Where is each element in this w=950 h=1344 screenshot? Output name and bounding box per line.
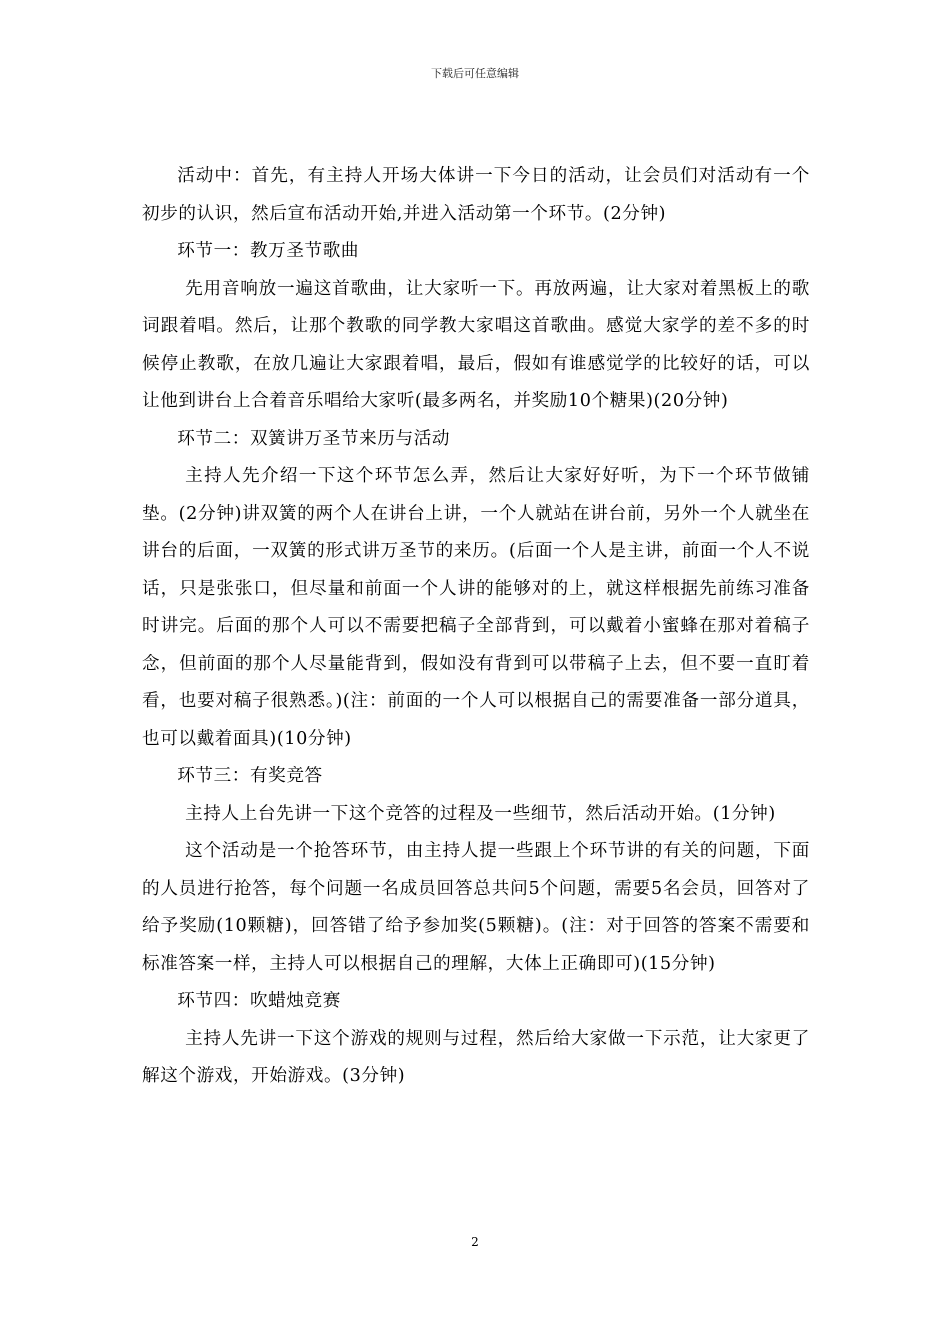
paragraph-section-3a: 主持人上台先讲一下这个竞答的过程及一些细节，然后活动开始。(1分钟): [185, 803, 776, 824]
paragraph-section-1: 先用音响放一遍这首歌曲，让大家听一下。再放两遍，让大家对着黑板上的歌词跟着唱。然后，让那个教歌的同学教大家唱这首歌曲。感觉大家学的差不多的时候停止教歌，在放几遍让大家跟着唱，最后，假如有谁感觉学的比较好的话，可以让他到讲台上合着音乐唱给大家听(最多两名，并奖励10个糖果)(20分钟): [142, 278, 810, 411]
section-heading-3: 环节三：有奖竞答: [177, 766, 323, 786]
page-number: 2: [471, 1235, 479, 1249]
section-heading-4: 环节四：吹蜡烛竞赛: [177, 991, 341, 1011]
document-body: [142, 158, 810, 1096]
page-header: 下载后可任意编辑: [431, 67, 519, 80]
paragraph-section-2: 主持人先介绍一下这个环节怎么弄，然后让大家好好听，为下一个环节做铺垫。(2分钟)讲双簧的两个人在讲台上讲，一个人就站在讲台前，另外一个人就坐在讲台的后面，一双簧的形式讲万圣节的来历。(后面一个人是主讲，前面一个人不说话，只是张张口，但尽量和前面一个人讲的能够对的上，就这样根据先前练习准备时讲完。后面的那个人可以不需要把稿子全部背到，可以戴着小蜜蜂在那对着稿子念，但前面的那个人尽量能背到，假如没有背到可以带稿子上去，但不要一直盯着看，也要对稿子很熟悉。)(注：前面的一个人可以根据自己的需要准备一部分道具，也可以戴着面具)(10分钟): [142, 466, 810, 749]
paragraph-section-3b: 这个活动是一个抢答环节，由主持人提一些跟上个环节讲的有关的问题，下面的人员进行抢答，每个问题一名成员回答总共问5个问题，需要5名会员，回答对了给予奖励(10颗糖)，回答错了给予参加奖(5颗糖)。(注：对于回答的答案不需要和标准答案一样，主持人可以根据自己的理解，大体上正确即可)(15分钟): [142, 841, 810, 974]
section-heading-2: 环节二：双簧讲万圣节来历与活动: [177, 428, 451, 449]
section-heading-1: 环节一：教万圣节歌曲: [177, 241, 360, 261]
paragraph-intro: 活动中：首先，有主持人开场大体讲一下今日的活动，让会员们对活动有一个初步的认识，然后宣布活动开始,并进入活动第一个环节。(2分钟): [142, 166, 810, 224]
paragraph-section-4: 主持人先讲一下这个游戏的规则与过程，然后给大家做一下示范，让大家更了解这个游戏，开始游戏。(3分钟): [142, 1028, 810, 1086]
